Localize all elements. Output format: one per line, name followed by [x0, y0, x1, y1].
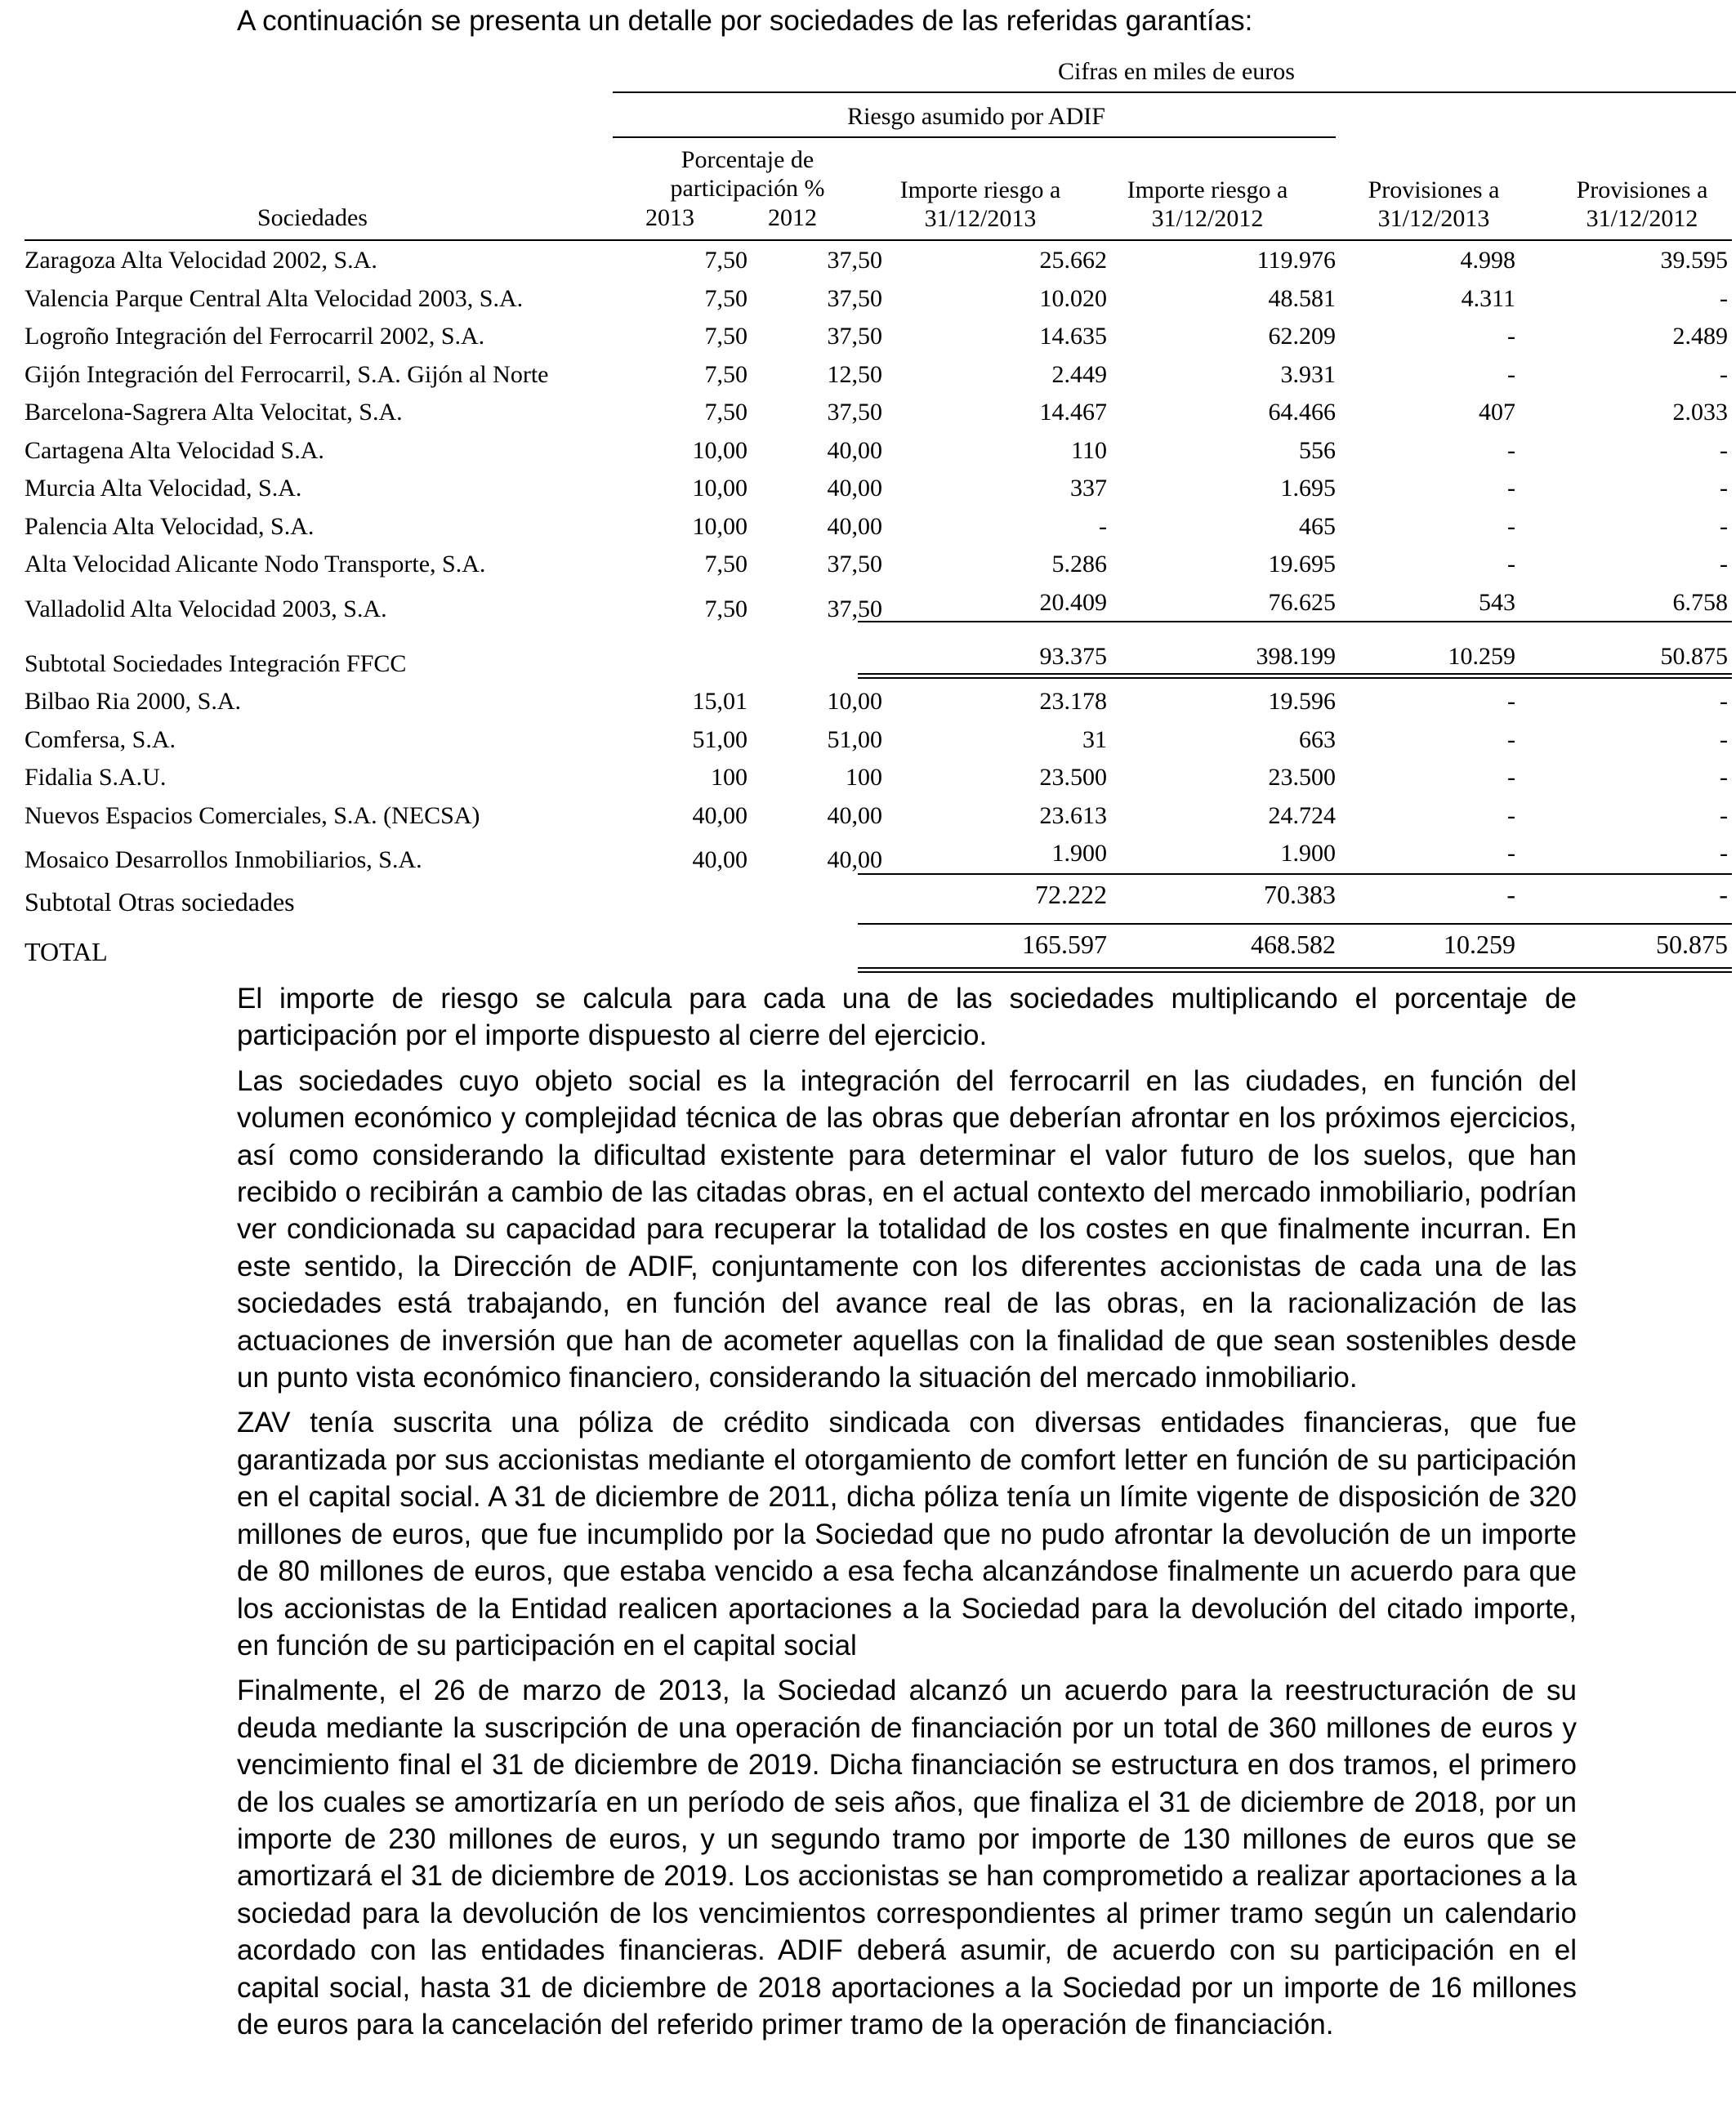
cell-pct-2012: 37,50 [827, 399, 882, 426]
table-row [25, 247, 1728, 284]
cell-pct-2013: 40,00 [692, 801, 748, 829]
total-prov-2012: 50.875 [1656, 930, 1728, 959]
subtotal-prov-2012: 50.875 [1660, 643, 1728, 670]
cell-pct-2013: 7,50 [704, 247, 748, 274]
col-prov-2013-header: Provisiones a 31/12/2013 [1368, 176, 1500, 232]
cell-pct-2012: 37,50 [827, 595, 882, 622]
body-text [237, 980, 1577, 2051]
cell-pct-2012: 40,00 [827, 801, 882, 829]
risk-header: Riesgo asumido por ADIF [847, 103, 1105, 130]
unit-header: Cifras en miles de euros [1058, 58, 1295, 85]
cell-pct-2012: 40,00 [827, 436, 882, 464]
cell-prov-2013: - [1507, 764, 1515, 791]
company-name: Alta Velocidad Alicante Nodo Transporte, S.A. [25, 551, 486, 578]
total-rule-top [858, 923, 1732, 925]
cell-prov-2013: 543 [1479, 588, 1515, 616]
cell-imp-2012: 62.209 [1268, 323, 1336, 350]
total-imp-2013: 165.597 [1022, 930, 1107, 959]
cell-pct-2012: 100 [846, 764, 882, 791]
cell-imp-2012: 1.900 [1280, 840, 1336, 867]
col-prov-2012-header: Provisiones a 31/12/2012 [1576, 176, 1708, 232]
header-bottom-rule [25, 239, 1732, 241]
cell-prov-2012: - [1720, 512, 1728, 540]
col-imp-2012-header: Importe riesgo a 31/12/2012 [1127, 176, 1288, 232]
cell-prov-2013: - [1507, 688, 1515, 715]
company-name: Bilbao Ria 2000, S.A. [25, 688, 242, 715]
cell-imp-2013: 1.900 [1051, 840, 1107, 867]
table-row [25, 513, 1728, 551]
cell-imp-2012: 465 [1299, 512, 1336, 540]
cell-imp-2012: 663 [1299, 725, 1336, 753]
company-name: Zaragoza Alta Velocidad 2002, S.A. [25, 247, 377, 274]
subtotal-prov-2012: - [1719, 880, 1728, 909]
cell-pct-2013: 10,00 [692, 475, 748, 502]
cell-imp-2012: 19.695 [1268, 551, 1336, 578]
cell-pct-2013: 7,50 [704, 284, 748, 312]
cell-prov-2012: - [1720, 725, 1728, 753]
paragraph: Finalmente, el 26 de marzo de 2013, la Sociedad alcanzó un acuerdo para la reestructuración de su deuda mediante la suscripción de una operación de financiación por un total de 360 millones de euros y vencimiento final el 31 de diciembre de 2019. Dicha financiación se estructura en dos tramos, el primero de los cuales se amortizaría en un período de seis años, que finaliza el 31 de diciembre de 2018, por un importe de 230 millones de euros, y un segundo tramo por importe de 130 millones de euros que se amortizará el 31 de diciembre de 2019. Los accionistas se han comprometido a realizar aportaciones a la sociedad para la devolución de los vencimientos correspondientes al primer tramo según un calendario acordado con las entidades financieras. ADIF deberá asumir, de acuerdo con su participación en el capital social, hasta 31 de diciembre de 2018 aportaciones a la Sociedad por un importe de 16 millones de euros para la cancelación del referido primer tramo de la operación de financiación. [237, 1675, 1577, 2040]
cell-prov-2012: - [1720, 436, 1728, 464]
table-row [25, 726, 1728, 764]
cell-imp-2012: 64.466 [1268, 399, 1336, 426]
subtotal-imp-2012: 398.199 [1256, 643, 1336, 670]
cell-imp-2012: 19.596 [1268, 688, 1336, 715]
cell-imp-2013: 25.662 [1039, 247, 1107, 274]
col-pct-2013: 2013 [645, 204, 694, 231]
table-row [25, 588, 1728, 630]
total-row [25, 930, 1728, 967]
table-row [25, 361, 1728, 399]
company-name: Cartagena Alta Velocidad S.A. [25, 436, 324, 464]
table-row [25, 285, 1728, 323]
cell-imp-2012: 76.625 [1268, 588, 1336, 616]
cell-imp-2013: 14.635 [1039, 323, 1107, 350]
cell-prov-2013: - [1507, 512, 1515, 540]
cell-pct-2013: 15,01 [692, 688, 748, 715]
subtotal-label: Subtotal Otras sociedades [25, 887, 295, 917]
subtotal-imp-2012: 70.383 [1264, 880, 1336, 909]
cell-pct-2013: 40,00 [692, 846, 748, 873]
cell-prov-2012: 39.595 [1660, 247, 1728, 274]
subtotal-a-rule-double-1 [858, 673, 1732, 675]
cell-pct-2012: 51,00 [827, 725, 882, 753]
table-row [25, 399, 1728, 436]
cell-prov-2012: - [1720, 551, 1728, 578]
cell-prov-2013: - [1507, 840, 1515, 867]
cell-pct-2012: 37,50 [827, 323, 882, 350]
table-row [25, 840, 1728, 881]
cell-imp-2012: 3.931 [1280, 360, 1336, 388]
cell-prov-2013: - [1507, 360, 1515, 388]
cell-pct-2012: 37,50 [827, 284, 882, 312]
col-pct-header: Porcentaje de participación % [670, 146, 825, 202]
table-row [25, 475, 1728, 512]
cell-imp-2013: 14.467 [1039, 399, 1107, 426]
cell-imp-2013: 31 [1082, 725, 1107, 753]
cell-pct-2013: 7,50 [704, 323, 748, 350]
cell-prov-2013: - [1507, 551, 1515, 578]
cell-prov-2012: - [1720, 764, 1728, 791]
subtotal-imp-2013: 93.375 [1039, 643, 1107, 670]
cell-imp-2013: 110 [1071, 436, 1107, 464]
subtotal-b-rule-top [858, 873, 1732, 875]
paragraph: El importe de riesgo se calcula para cada una de las sociedades multiplicando el porcentaje de participación por el importe dispuesto al cierre del ejercicio. [237, 983, 1577, 1052]
cell-prov-2012: - [1720, 688, 1728, 715]
cell-prov-2013: - [1507, 323, 1515, 350]
cell-pct-2012: 40,00 [827, 846, 882, 873]
paragraph: Las sociedades cuyo objeto social es la integración del ferrocarril en las ciudades, en función del volumen económico y complejidad técnica de las obras que deberían afrontar en los próximos ejercicios, así como considerando la dificultad existente para determinar el valor futuro de los suelos, que han recibido o recibirán a cambio de las citadas obras, en el actual contexto del mercado inmobiliario, podrían ver condicionada su capacidad para recuperar la totalidad de los costes en que finalmente incurran. En este sentido, la Dirección de ADIF, conjuntamente con los diferentes accionistas de cada una de las sociedades está trabajando, en función del avance real de las obras, en la racionalización de las actuaciones de inversión que han de acometer aquellas con la finalidad de que sean sostenibles desde un punto vista económico financiero, considerando la situación del mercado inmobiliario. [237, 1064, 1577, 1394]
total-rule-double-1 [858, 967, 1732, 969]
total-rule-double-2 [858, 971, 1732, 973]
cell-pct-2013: 10,00 [692, 436, 748, 464]
company-name: Nuevos Espacios Comerciales, S.A. (NECSA) [25, 801, 480, 829]
cell-prov-2012: 6.758 [1672, 588, 1728, 616]
guarantees-table [25, 57, 1728, 976]
table-row [25, 688, 1728, 725]
total-imp-2012: 468.582 [1251, 930, 1336, 959]
subtotal-prov-2013: 10.259 [1448, 643, 1515, 670]
col-pct-2012: 2012 [768, 204, 817, 231]
table-row [25, 802, 1728, 840]
cell-prov-2012: 2.489 [1672, 323, 1728, 350]
cell-pct-2012: 10,00 [827, 688, 882, 715]
cell-imp-2013: 23.500 [1039, 764, 1107, 791]
cell-imp-2013: - [1099, 512, 1107, 540]
cell-imp-2013: 20.409 [1039, 588, 1107, 616]
cell-pct-2012: 37,50 [827, 551, 882, 578]
cell-prov-2013: 4.998 [1460, 247, 1515, 274]
company-name: Palencia Alta Velocidad, S.A. [25, 512, 315, 540]
cell-pct-2012: 37,50 [827, 247, 882, 274]
cell-pct-2013: 7,50 [704, 360, 748, 388]
company-name: Comfersa, S.A. [25, 725, 176, 753]
cell-prov-2013: - [1507, 725, 1515, 753]
paragraph: ZAV tenía suscrita una póliza de crédito sindicada con diversas entidades financieras, que fue garantizada por sus accionistas mediante el otorgamiento de comfort letter en función de su participación en el capital social. A 31 de diciembre de 2011, dicha póliza tenía un límite vigente de disposición de 320 millones de euros, que fue incumplido por la Sociedad que no pudo afrontar la devolución de un importe de 80 millones de euros, que estaba vencido a esa fecha alcanzándose finalmente un acuerdo para que los accionistas de la Entidad realicen aportaciones a la Sociedad para la devolución del citado importe, en función de su participación en el capital social [237, 1407, 1577, 1661]
total-prov-2013: 10.259 [1444, 930, 1515, 959]
company-name: Logroño Integración del Ferrocarril 2002, S.A. [25, 323, 485, 350]
cell-imp-2012: 23.500 [1268, 764, 1336, 791]
cell-imp-2013: 23.613 [1039, 801, 1107, 829]
cell-prov-2012: - [1720, 801, 1728, 829]
header-rule [613, 91, 1736, 93]
table-row [25, 323, 1728, 360]
company-name: Fidalia S.A.U. [25, 764, 167, 791]
subtotal-label: Subtotal Sociedades Integración FFCC [25, 650, 407, 677]
cell-prov-2012: - [1720, 284, 1728, 312]
cell-prov-2013: 407 [1479, 399, 1515, 426]
table-row [25, 551, 1728, 588]
cell-prov-2013: 4.311 [1461, 284, 1515, 312]
company-name: Gijón Integración del Ferrocarril, S.A. Gijón al Norte [25, 360, 549, 388]
cell-prov-2013: - [1507, 475, 1515, 502]
cell-prov-2013: - [1507, 801, 1515, 829]
cell-pct-2012: 40,00 [827, 475, 882, 502]
subtotal-row [25, 643, 1728, 680]
subtotal-prov-2013: - [1506, 880, 1515, 909]
cell-imp-2012: 119.976 [1256, 247, 1336, 274]
company-name: Valladolid Alta Velocidad 2003, S.A. [25, 595, 387, 622]
cell-pct-2013: 7,50 [704, 595, 748, 622]
table-row [25, 437, 1728, 475]
intro-text: A continuación se presenta un detalle por sociedades de las referidas garantías: [237, 5, 1253, 37]
table-row [25, 764, 1728, 801]
cell-imp-2013: 337 [1070, 475, 1107, 502]
company-name: Murcia Alta Velocidad, S.A. [25, 475, 302, 502]
cell-pct-2012: 40,00 [827, 512, 882, 540]
cell-pct-2013: 7,50 [704, 551, 748, 578]
subtotal-imp-2013: 72.222 [1035, 880, 1107, 909]
cell-pct-2013: 100 [711, 764, 748, 791]
cell-prov-2012: 2.033 [1672, 399, 1728, 426]
cell-pct-2013: 7,50 [704, 399, 748, 426]
cell-pct-2013: 51,00 [692, 725, 748, 753]
subtotal-row [25, 880, 1728, 917]
cell-imp-2013: 23.178 [1039, 688, 1107, 715]
cell-imp-2012: 1.695 [1280, 475, 1336, 502]
cell-prov-2012: - [1720, 840, 1728, 867]
cell-pct-2012: 12,50 [827, 360, 882, 388]
cell-prov-2013: - [1507, 436, 1515, 464]
cell-prov-2012: - [1720, 475, 1728, 502]
cell-pct-2013: 10,00 [692, 512, 748, 540]
company-name: Mosaico Desarrollos Inmobiliarios, S.A. [25, 846, 422, 873]
cell-imp-2012: 48.581 [1268, 284, 1336, 312]
cell-imp-2013: 5.286 [1051, 551, 1107, 578]
cell-prov-2012: - [1720, 360, 1728, 388]
risk-header-rule [613, 136, 1336, 138]
cell-imp-2013: 2.449 [1051, 360, 1107, 388]
cell-imp-2012: 556 [1299, 436, 1336, 464]
cell-imp-2013: 10.020 [1039, 284, 1107, 312]
subtotal-a-rule-double-2 [858, 677, 1732, 679]
cell-imp-2012: 24.724 [1268, 801, 1336, 829]
total-label: TOTAL [25, 937, 108, 966]
company-name: Barcelona-Sagrera Alta Velocitat, S.A. [25, 399, 403, 426]
col-sociedades-header: Sociedades [257, 204, 368, 231]
company-name: Valencia Parque Central Alta Velocidad 2003, S.A. [25, 284, 524, 312]
subtotal-a-rule-top [858, 621, 1732, 622]
col-imp-2013-header: Importe riesgo a 31/12/2013 [899, 176, 1061, 232]
